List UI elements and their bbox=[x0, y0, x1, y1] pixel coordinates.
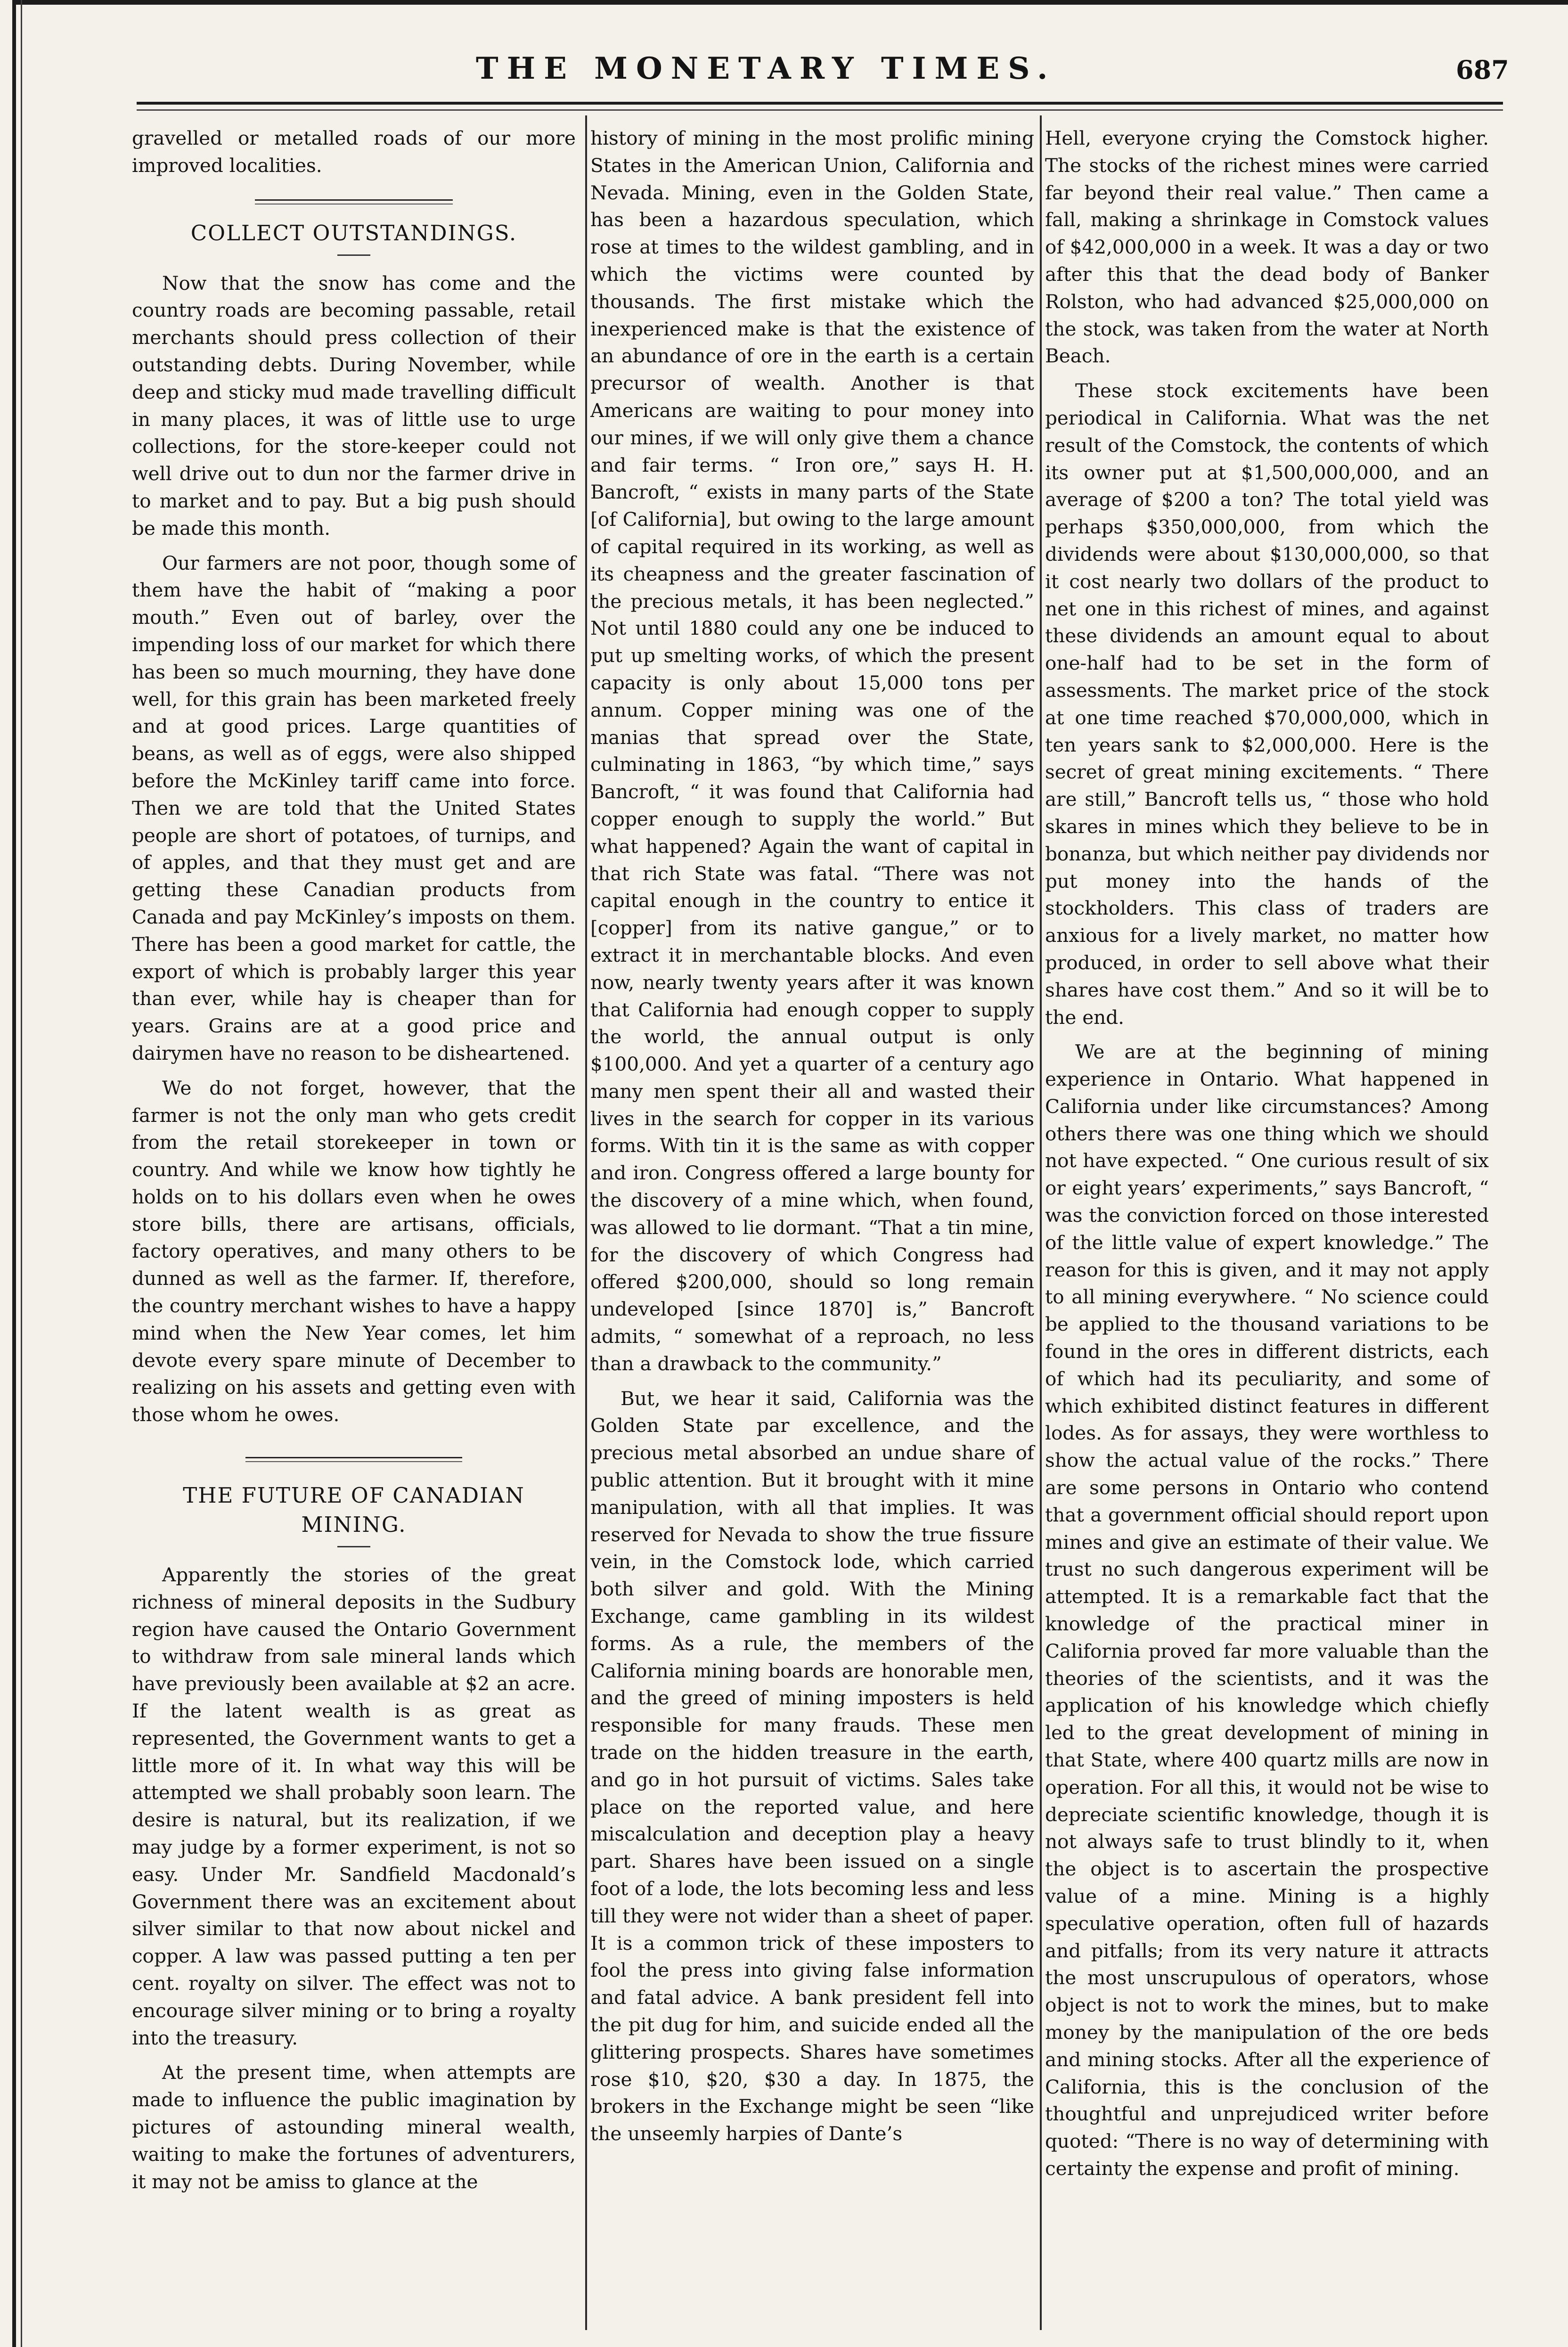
paragraph: Our farmers are not poor, though some of them have the habit of “making a poor mouth.” Even out of barley, over the impending loss of our market for which there has been so much mourning, they have done well, for this grain has been marketed freely and at good prices. Large quantities of beans, as well as of eggs, were also shipped before the McKinley tariff came into force. Then we are told that the United States people are short of potatoes, of turnips, and of apples, and that they must get and are getting these Canadian products from Canada and pay McKinley’s imposts on them. There has been a good market for cattle, the export of which is probably larger this year than ever, while hay is cheaper than for years. Grains are at a good price and dairymen have no reason to be disheartened. bbox=[132, 551, 576, 1064]
paragraph: We are at the beginning of mining experience in Ontario. What happened in California under like circumstances? Among others there was one thing which we should not have expected. “ One curious result of six or eight years’ experiments,” says Bancroft, “ was the conviction forced on those interested of the little value of expert knowledge.” The reason for this is given, and it may not apply to all mining everywhere. “ No science could be applied to the thousand variations to be found in the ores in different districts, each of which had its peculiarity, and some of which exhibited distinct features in different lodes. As for assays, they were worthless to show the actual value of the rocks.” There are some persons in Ontario who contend that a government official should report upon mines and give an estimate of their value. We trust no such dangerous experiment will be attempted. It is a remarkable fact that the knowledge of the practical miner in California proved far more valuable than the theories of the scientists, and it was the application of his knowledge which chiefly led to the great development of mining in that State, where 400 quartz mills are now in operation. For all this, it would not be wise to depreciate scientific knowledge, though it is not always safe to trust blindly to it, when the object is to ascertain the prospective value of a mine. Mining is a highly speculative operation, often full of hazards and pitfalls; from its very nature it attracts the most unscrupulous of operators, whose object is not to work the mines, but to make money by the manipulation of the ore beds and mining stocks. After all the experience of California, this is the conclusion of the thoughtful and unprejudiced writer before quoted: “There is no way of determining with certainty the expense and profit of mining. bbox=[1045, 1040, 1489, 2180]
headline-future-of-canadian-mining: THE FUTURE OF CANADIAN MINING. bbox=[183, 1483, 525, 1537]
section-divider bbox=[255, 199, 453, 204]
section-divider bbox=[245, 1457, 462, 1462]
binding-edge-rule-thin bbox=[21, 0, 22, 2347]
paragraph-continuation: gravelled or metalled roads of our more improved localities. bbox=[132, 127, 576, 177]
headline-underline bbox=[337, 254, 370, 256]
paragraph: We do not forget, however, that the farmer is not the only man who gets credit from the retail storekeeper in town or country. And while we know how tightly he holds on to his dollars even when he owes store bills, there are artisans, officials, factory operatives, and many others to be dunned as well as the farmer. If, therefore, the country merchant wishes to have a happy mind when the New Year comes, let him devote every spare minute of December to realizing on his assets and getting even with those whom he owes. bbox=[132, 1076, 576, 1426]
header-rule bbox=[137, 102, 1503, 105]
paragraph-continuation: Hell, everyone crying the Comstock higher. The stocks of the richest mines were carried far beyond their real value.” Then came a fall, making a shrinkage in Comstock values of $42,000,000 in a week. It was a day or two after this that the dead body of Banker Rolston, who had advanced $25,000,000 on the stock, was taken from the water at North Beach. bbox=[1045, 127, 1489, 368]
column-divider-2 bbox=[1040, 115, 1042, 2330]
headline-collect-outstandings: COLLECT OUTSTANDINGS. bbox=[190, 220, 517, 245]
column-1 bbox=[132, 125, 576, 2203]
binding-edge-rule bbox=[12, 0, 16, 2347]
headline-underline bbox=[337, 1546, 370, 1547]
paragraph-continuation: history of mining in the most prolific mining States in the American Union, California and Nevada. Mining, even in the Golden State, has been a hazardous speculation, which rose at times to the wildest gambling, and in which the victims were counted by thousands. The first mistake which the inexperienced make is that the existence of an abundance of ore in the earth is a certain precursor of wealth. Another is that Americans are waiting to pour money into our mines, if we will only give them a chance and fair terms. “ Iron ore,” says H. H. Bancroft, “ exists in many parts of the State [of California], but owing to the large amount of capital required in its working, as well as its cheapness and the greater fascination of the precious metals, it has been neglected.” Not until 1880 could any one be induced to put up smelting works, of which the present capacity is only about 15,000 tons per annum. Copper mining was one of the manias that spread over the State, culminating in 1863, “by which time,” says Bancroft, “ it was found that California had copper enough to supply the world.” But what happened? Again the want of capital in that rich State was fatal. “There was not capital enough in the country to entice it [copper] from its native gangue,” or to extract it in merchantable blocks. And even now, nearly twenty years after it was known that California had enough copper to supply the world, the annual output is only $100,000. And yet a quarter of a century ago many men spent their all and wasted their lives in the search for copper in its various forms. With tin it is the same as with copper and iron. Congress offered a large bounty for the discovery of a mine which, when found, was allowed to lie dormant. “That a tin mine, for the discovery of which Congress had offered $200,000, should so long remain undeveloped [since 1870] is,” Bancroft admits, “ somewhat of a reproach, no less than a drawback to the community.” bbox=[590, 127, 1034, 1375]
column-divider-1 bbox=[585, 115, 587, 2330]
paragraph: Apparently the stories of the great richness of mineral deposits in the Sudbury region have caused the Ontario Government to withdraw from sale mineral lands which have previously been available at $2 an acre. If the latent wealth is as great as represented, the Government wants to get a little more of it. In what way this will be attempted we shall probably soon learn. The desire is natural, but its realization, if we may judge by a former experiment, is not so easy. Under Mr. Sandfield Macdonald’s Government there was an excitement about silver similar to that now about nickel and copper. A law was passed putting a ten per cent. royalty on silver. The effect was not to encourage silver mining or to bring a royalty into the treasury. bbox=[132, 1563, 576, 2049]
paragraph: These stock excitements have been periodical in California. What was the net result of the Comstock, the contents of which its owner put at $1,500,000,000, and an average of $200 a ton? The total yield was perhaps $350,000,000, from which the dividends were about $130,000,000, so that it cost nearly two dollars of the product to net one in this richest of mines, and against these dividends an amount equal to about one-half had to be set in the form of assessments. The market price of the stock at one time reached $70,000,000, which in ten years sank to $2,000,000. Here is the secret of great mining excitements. “ There are still,” Bancroft tells us, “ those who hold skares in mines which they believe to be in bonanza, but which neither pay dividends nor put money into the hands of the stockholders. This class of traders are anxious for a lively market, no matter how produced, in order to sell above what their shares have cost them.” And so it will be to the end. bbox=[1045, 379, 1489, 1029]
column-2 bbox=[590, 125, 1034, 2155]
paragraph: But, we hear it said, California was the Golden State par excellence, and the precious metal absorbed an undue share of public attention. But it brought with it mine manipulation, with all that implies. It was reserved for Nevada to show the true fissure vein, in the Comstock lode, which carried both silver and gold. With the Mining Exchange, came gambling in its wildest forms. As a rule, the members of the California mining boards are honorable men, and the greed of mining imposters is held responsible for many frauds. These men trade on the hidden treasure in the earth, and go in hot pursuit of victims. Sales take place on the reported value, and here miscalculation and deception play a heavy part. Shares have been issued on a single foot of a lode, the lots becoming less and less till they were not wider than a sheet of paper. It is a common trick of these imposters to fool the press into giving false information and fatal advice. A bank president fell into the pit dug for him, and suicide ended all the glittering prospects. Shares have sometimes rose $10, $20, $30 a day. In 1875, the brokers in the Exchange might be seen “like the unseemly harpies of Dante’s bbox=[590, 1387, 1034, 2145]
top-border-rule bbox=[14, 0, 1568, 5]
header-rule-thin bbox=[137, 109, 1503, 111]
masthead-title: THE MONETARY TIMES. bbox=[476, 51, 1056, 86]
paragraph: At the present time, when attempts are made to influence the public imagination by pictures of astounding mineral wealth, waiting to make the fortunes of adventurers, it may not be amiss to glance at the bbox=[132, 2061, 576, 2193]
paragraph: Now that the snow has come and the country roads are becoming passable, retail merchants should press collection of their outstanding debts. During November, while deep and sticky mud made travelling difficult in many places, it was of little use to urge collections, for the store-keeper could not well drive out to dun nor the farmer drive in to market and to pay. But a big push should be made this month. bbox=[132, 271, 576, 540]
column-3 bbox=[1045, 125, 1489, 2190]
page-number: 687 bbox=[1456, 55, 1509, 85]
